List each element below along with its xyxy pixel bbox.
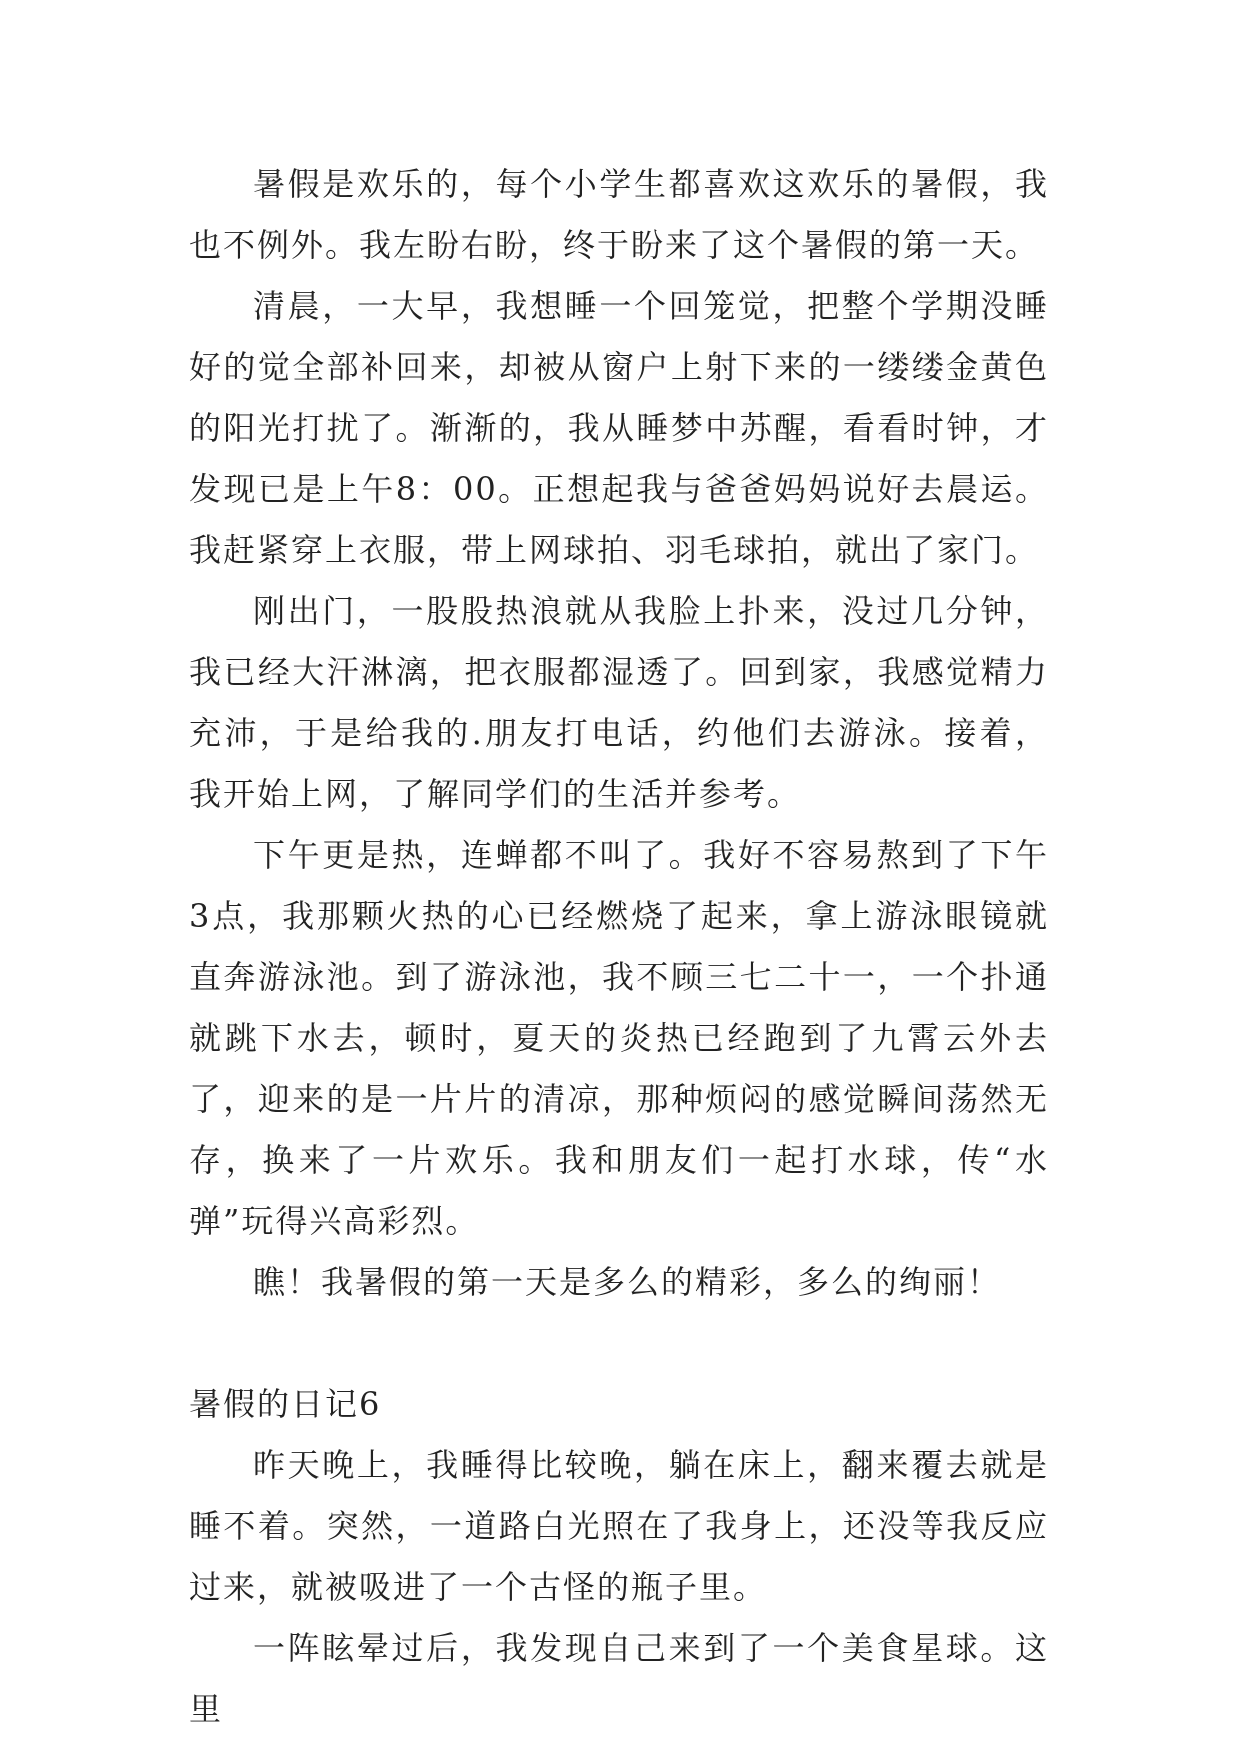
section-heading: 暑假的日记6: [189, 1385, 382, 1423]
document-body: [189, 154, 1049, 1740]
paragraph: 昨天晚上，我睡得比较晚，躺在床上，翻来覆去就是睡不着。突然，一道路白光照在了我身上，还没等我反应过来，就被吸进了一个古怪的瓶子里。: [189, 1446, 1049, 1606]
paragraph: 刚出门，一股股热浪就从我脸上扑来，没过几分钟，我已经大汗淋漓，把衣服都湿透了。回到家，我感觉精力充沛，于是给我的.朋友打电话，约他们去游泳。接着，我开始上网，了解同学们的生活并参考。: [189, 592, 1049, 813]
paragraph: 瞧！我暑假的第一天是多么的精彩，多么的绚丽！: [253, 1263, 1002, 1301]
paragraph: 一阵眩晕过后，我发现自己来到了一个美食星球。这里: [189, 1629, 1049, 1728]
paragraph: 清晨，一大早，我想睡一个回笼觉，把整个学期没睡好的觉全部补回来，却被从窗户上射下来的一缕缕金黄色的阳光打扰了。渐渐的，我从睡梦中苏醒，看看时钟，才发现已是上午8：00。正想起我与爸爸妈妈说好去晨运。我赶紧穿上衣服，带上网球拍、羽毛球拍，就出了家门。: [189, 287, 1049, 569]
paragraph: 暑假是欢乐的，每个小学生都喜欢这欢乐的暑假，我也不例外。我左盼右盼，终于盼来了这个暑假的第一天。: [189, 165, 1049, 264]
paragraph: 下午更是热，连蝉都不叫了。我好不容易熬到了下午3点，我那颗火热的心已经燃烧了起来，拿上游泳眼镜就直奔游泳池。到了游泳池，我不顾三七二十一，一个扑通就跳下水去，顿时，夏天的炎热已经跑到了九霄云外去了，迎来的是一片片的清凉，那种烦闷的感觉瞬间荡然无存，换来了一片欢乐。我和朋友们一起打水球，传“水弹”玩得兴高彩烈。: [189, 836, 1049, 1240]
